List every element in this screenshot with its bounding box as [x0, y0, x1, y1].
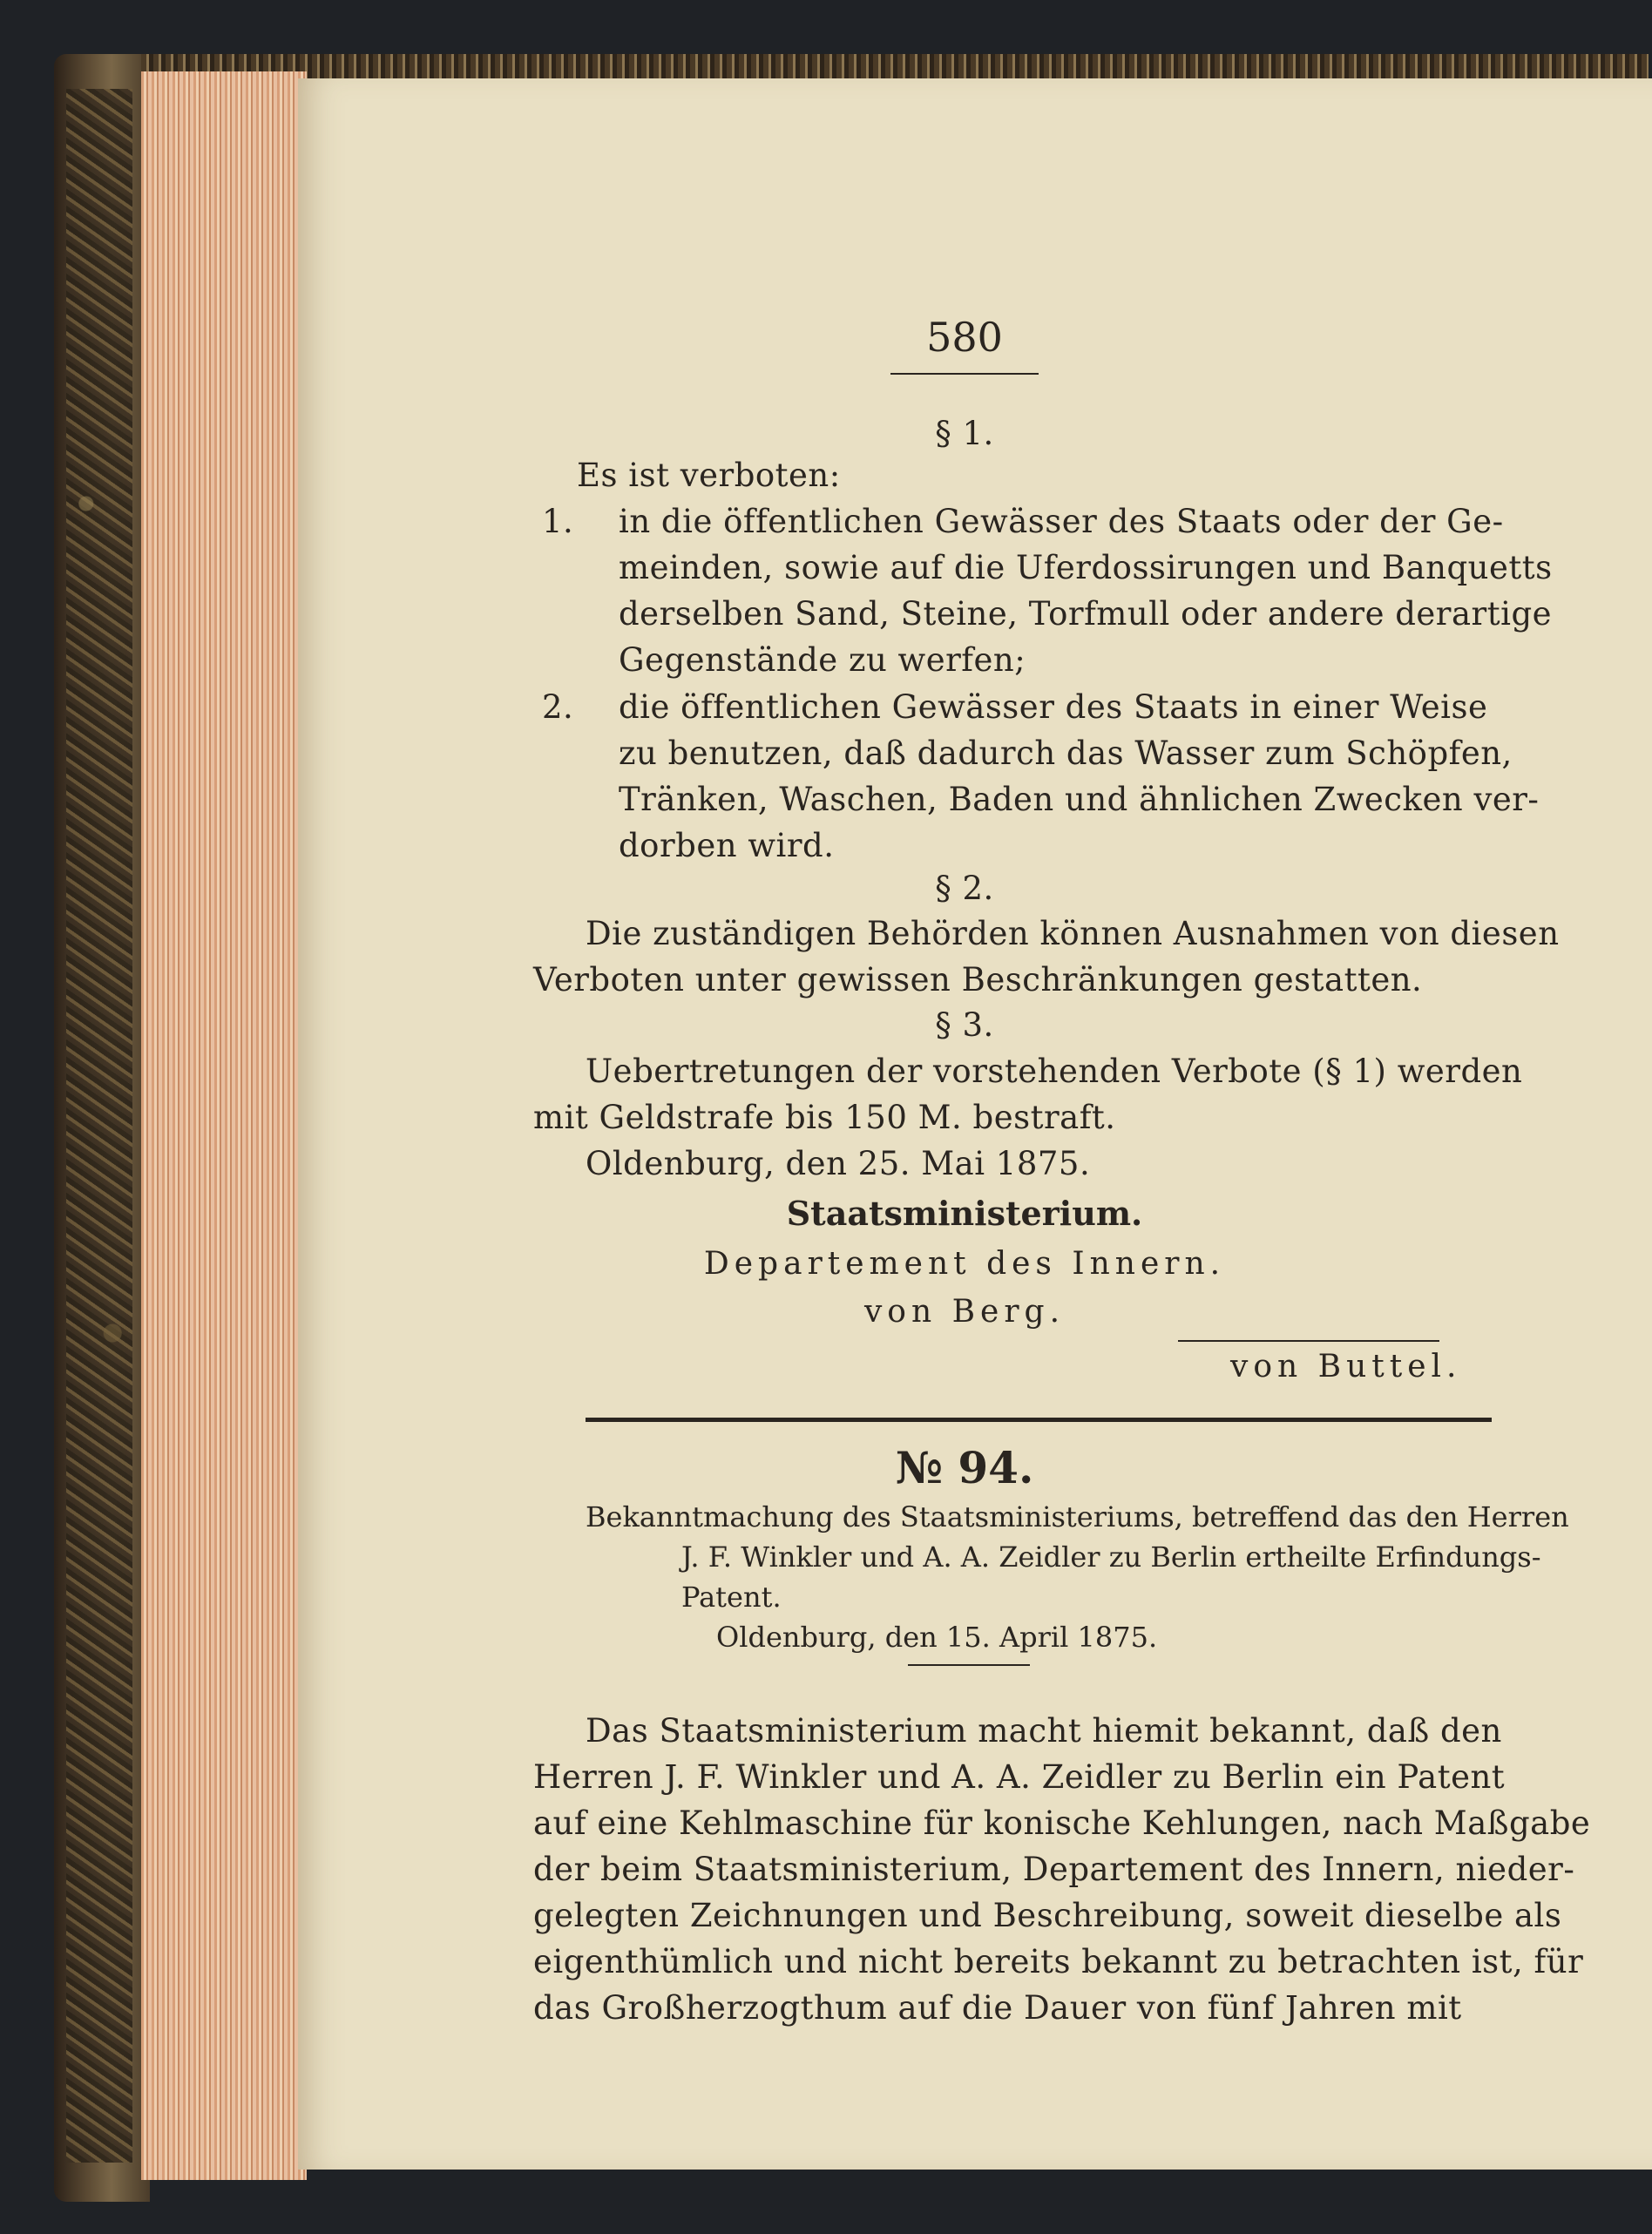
notice-body-line: der beim Staatsministerium, Departement des Innern, nieder-	[533, 1851, 1575, 1888]
item-1-line: meinden, sowie auf die Uferdossirungen und Banquetts	[619, 549, 1553, 586]
notice-title-line: Patent.	[681, 1581, 782, 1614]
item-2-line: Tränken, Waschen, Baden und ähnlichen Zwecken ver-	[619, 781, 1540, 818]
notice-rule	[908, 1664, 1030, 1666]
notice-body-line: das Großherzogthum auf die Dauer von fünf Jahren mit	[533, 1989, 1462, 2027]
signer-1: von Berg.	[863, 1294, 1066, 1330]
item-1-line: in die öffentlichen Gewässer des Staats oder der Ge-	[619, 503, 1504, 540]
signer-2: von Buttel.	[1230, 1349, 1462, 1384]
notice-body-line: Herren J. F. Winkler und A. A. Zeidler zu Berlin ein Patent	[533, 1758, 1506, 1796]
notice-body-line: Das Staatsministerium macht hiemit bekannt, daß den	[586, 1712, 1502, 1750]
item-1-line: derselben Sand, Steine, Torfmull oder andere derartige	[619, 595, 1553, 633]
section-3-line: Uebertretungen der vorstehenden Verbote (§ 1) werden	[586, 1053, 1523, 1090]
item-2-line: die öffentlichen Gewässer des Staats in einer Weise	[619, 688, 1488, 726]
page-number: 580	[926, 314, 1003, 361]
item-1-number: 1.	[542, 503, 574, 540]
section-2-line: Verboten unter gewissen Beschränkungen gestatten.	[533, 961, 1423, 999]
section-1-heading: § 1.	[935, 415, 994, 452]
signature-rule	[1178, 1340, 1439, 1342]
item-2-line: zu benutzen, daß dadurch das Wasser zum Schöpfen,	[619, 735, 1513, 772]
book-top-edge	[141, 54, 1649, 78]
marbled-cover	[66, 89, 132, 2163]
page-number-rule	[890, 373, 1039, 375]
section-2-line: Die zuständigen Behörden können Ausnahmen von diesen	[586, 915, 1560, 952]
section-separator	[586, 1418, 1492, 1422]
notice-body-line: auf eine Kehlmaschine für konische Kehlungen, nach Maßgabe	[533, 1804, 1591, 1842]
dateline: Oldenburg, den 25. Mai 1875.	[586, 1145, 1091, 1182]
item-1-line: Gegenstände zu werfen;	[619, 641, 1026, 679]
book	[54, 54, 1652, 2202]
page-stack-edges	[141, 71, 307, 2180]
section-3-heading: § 3.	[935, 1006, 994, 1044]
book-cover-edge	[54, 54, 150, 2202]
notice-number: № 94.	[895, 1442, 1034, 1493]
book-page	[298, 78, 1652, 2170]
notice-body-line: eigenthümlich und nicht bereits bekannt zu betrachten ist, für	[533, 1943, 1584, 1980]
item-2-number: 2.	[542, 688, 574, 726]
section-1-intro: Es ist verboten:	[577, 457, 841, 494]
notice-title-line: J. F. Winkler und A. A. Zeidler zu Berlin ertheilte Erfindungs-	[681, 1540, 1541, 1574]
authority: Staatsministerium.	[786, 1194, 1143, 1233]
notice-title-line: Bekanntmachung des Staatsministeriums, betreffend das den Herren	[586, 1500, 1569, 1533]
section-2-heading: § 2.	[935, 870, 994, 907]
notice-dateline: Oldenburg, den 15. April 1875.	[716, 1621, 1158, 1654]
section-3-line: mit Geldstrafe bis 150 M. bestraft.	[533, 1099, 1116, 1136]
department: Departement des Innern.	[703, 1246, 1226, 1282]
item-2-line: dorben wird.	[619, 827, 835, 864]
notice-body-line: gelegten Zeichnungen und Beschreibung, soweit dieselbe als	[533, 1897, 1562, 1934]
